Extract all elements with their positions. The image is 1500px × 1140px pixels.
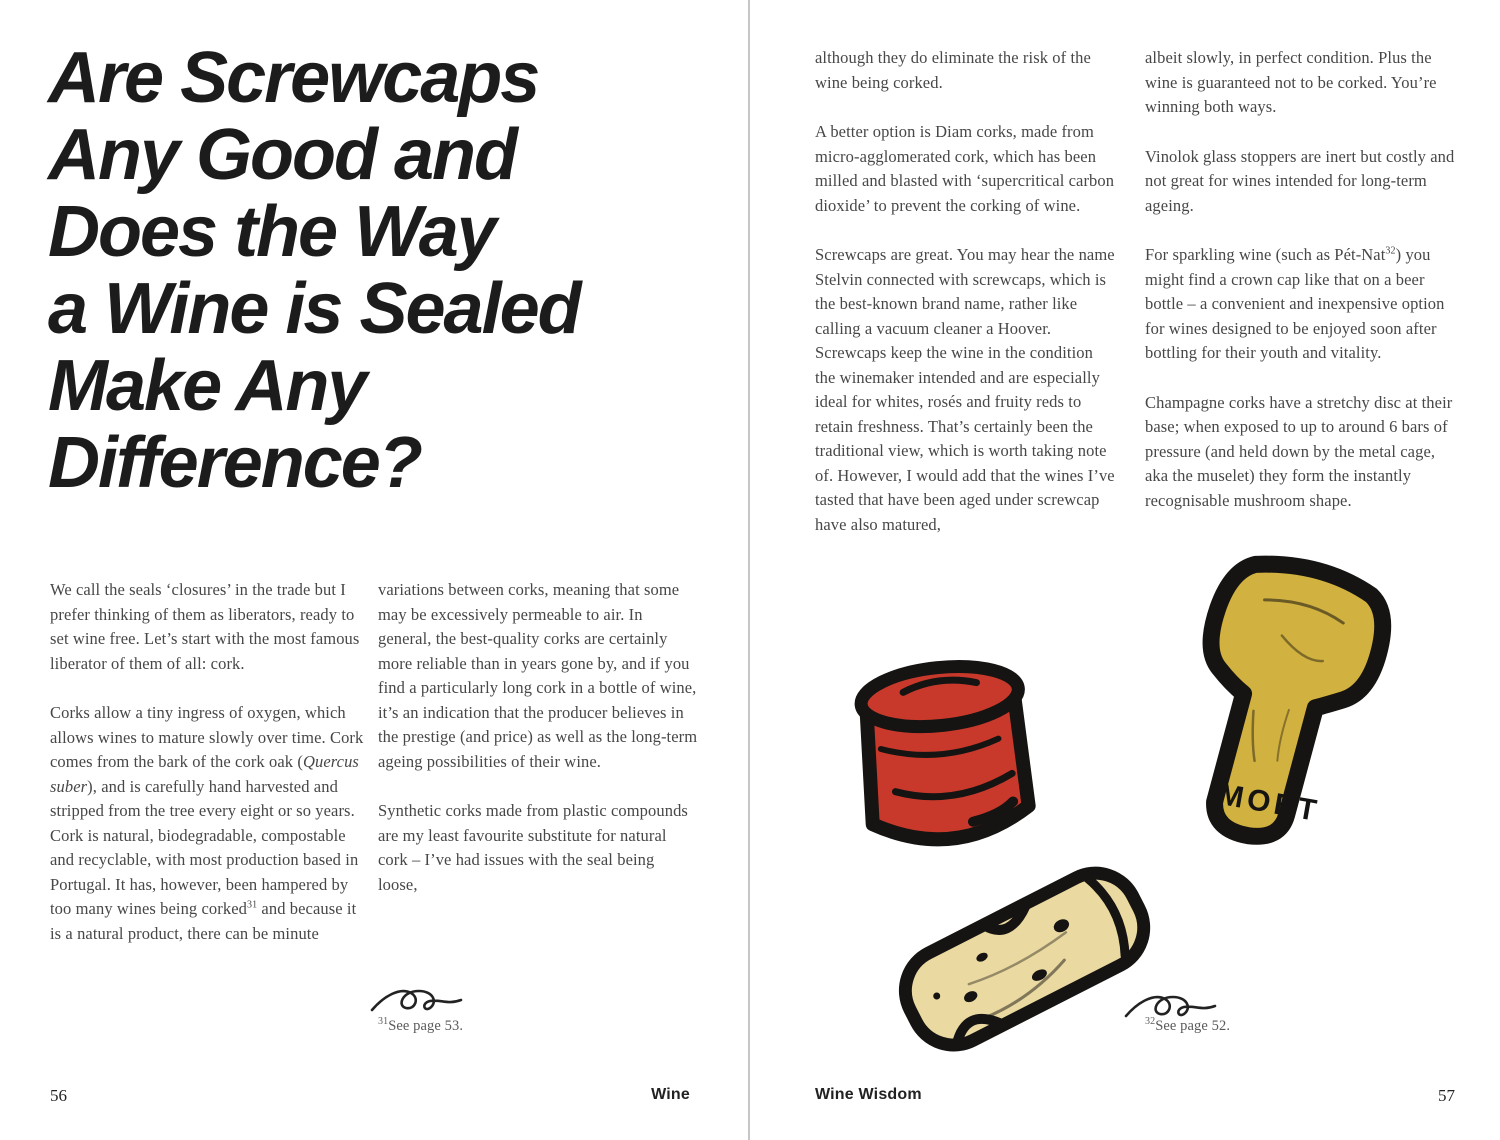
title-line: Difference? xyxy=(48,423,421,503)
running-head-left: Wine xyxy=(651,1086,690,1103)
page-divider-line xyxy=(748,0,750,1140)
paragraph: Corks allow a tiny ingress of oxygen, which allows wines to mature slowly over time. Cork comes from the bark of the cork oak (Quercus suber), and is carefully hand harvested and stripped from the tree every eight or so years. Cork is natural, biodegradable, compostable and recyclable, with most production based in Portugal. It has, however, been hampered by too many wines being corked$^{31}$ and because it is a natural product, there can be minute xyxy=(50,703,364,943)
paragraph: although they do eliminate the risk of the wine being corked. xyxy=(815,48,1091,92)
paragraph: A better option is Diam corks, made from micro-agglomerated cork, which has been milled and blasted with ‘supercritical carbon dioxide’ to prevent the corking of wine. xyxy=(815,122,1115,215)
footnote-left: $^{31}$See page 53. xyxy=(378,1016,464,1034)
paragraph: variations between corks, meaning that some may be excessively permeable to air. In general, the best-quality corks are certainly more reliable than in years gone by, and if you find a particularly long cork in a bottle of wine, it’s an indication that the producer believes in the prestige (and price) as well as the long-term ageing possibilities of their wine. xyxy=(378,580,698,771)
running-head-right: Wine Wisdom xyxy=(815,1086,922,1103)
left-page-column-1 xyxy=(50,578,366,971)
left-page-column-2 xyxy=(378,578,698,922)
title-line: Does the Way xyxy=(48,192,495,272)
right-page-column-2 xyxy=(1145,46,1461,538)
page-number-right: 57 xyxy=(1438,1086,1455,1105)
paragraph: For sparkling wine (such as Pét-Nat$^{32}$) you might find a crown cap like that on a beer bottle – a convenient and inexpensive option for wines designed to be enjoyed soon after bottling for their youth and vitality. xyxy=(1145,245,1445,362)
right-page-column-1 xyxy=(815,46,1117,562)
natural-cork-illustration xyxy=(868,840,1183,1085)
paragraph: We call the seals ‘closures’ in the trade but I prefer thinking of them as liberators, ready to set wine free. Let’s start with the most famous liberator of them of all: cork. xyxy=(50,580,360,673)
title-line: a Wine is Sealed xyxy=(48,269,580,349)
title-line: Make Any xyxy=(48,346,366,426)
champagne-cork-brand-text: MOET xyxy=(1215,777,1323,829)
title-line: Any Good and xyxy=(48,115,516,195)
title-line: Are Screwcaps xyxy=(48,38,539,118)
paragraph: Vinolok glass stoppers are inert but costly and not great for wines intended for long-term ageing. xyxy=(1145,146,1455,215)
paragraph: Champagne corks have a stretchy disc at their base; when exposed to up to around 6 bars of pressure (and held down by the metal cage, aka the muselet) they form the instantly recognisable mushroom shape. xyxy=(1145,392,1453,510)
page-title xyxy=(48,40,728,502)
champagne-cork-illustration xyxy=(1148,548,1413,898)
paragraph: Synthetic corks made from plastic compounds are my least favourite substitute for natural cork – I’ve had issues with the seal being loose, xyxy=(378,801,688,894)
page-number-left: 56 xyxy=(50,1086,67,1105)
paragraph: Screwcaps are great. You may hear the name Stelvin connected with screwcaps, which is the best-known brand name, rather like calling a vacuum cleaner a Hoover. Screwcaps keep the wine in the condition the winemaker intended and are especially ideal for whites, rosés and fruity reds to retain freshness. That’s certainly been the traditional view, which is worth taking note of. However, I would add that the wines I’ve tasted that have been aged under screwcap have also matured, xyxy=(815,245,1115,534)
footnote-right: $^{32}$See page 52. xyxy=(1145,1016,1231,1034)
paragraph: albeit slowly, in perfect condition. Plus the wine is guaranteed not to be corked. You’re winning both ways. xyxy=(1145,48,1437,116)
